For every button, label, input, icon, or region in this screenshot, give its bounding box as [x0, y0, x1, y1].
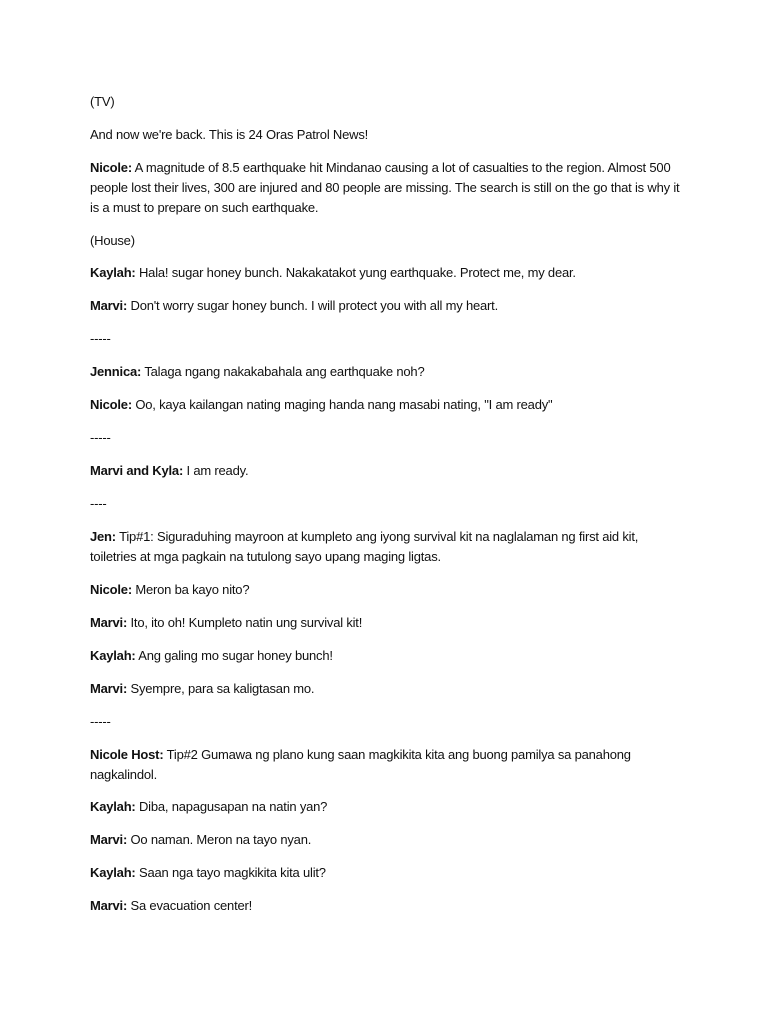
line-text: (House) [90, 233, 135, 248]
line-text: ---- [90, 496, 107, 511]
line-text: A magnitude of 8.5 earthquake hit Mindanao causing a lot of casualties to the region. Almost 500 people lost their lives, 300 are injured and 80 people are missing. The search is still on the go that is why it is a must to prepare on such earthquake. [90, 160, 680, 215]
speaker-name: Jen: [90, 529, 116, 544]
separator [90, 329, 690, 349]
dialogue-kaylah [90, 263, 690, 283]
dialogue-kaylah [90, 646, 690, 666]
dialogue-jennica [90, 362, 690, 382]
line-text: Tip#1: Siguraduhing mayroon at kumpleto ang iyong survival kit na naglalaman ng first aid kit, toiletries at mga pagkain na tutulong sayo upang maging ligtas. [90, 529, 639, 564]
line-text: ----- [90, 430, 111, 445]
line-text: Oo, kaya kailangan nating maging handa nang masabi nating, "I am ready" [131, 397, 553, 412]
speaker-name: Kaylah: [90, 265, 136, 280]
speaker-name: Marvi: [90, 681, 128, 696]
line-text: Syempre, para sa kaligtasan mo. [127, 681, 315, 696]
line-text: ----- [90, 331, 111, 346]
line-text: Talaga ngang nakakabahala ang earthquake noh? [141, 364, 425, 379]
dialogue-marvi [90, 679, 690, 699]
dialogue-marvi-and-kyla [90, 461, 690, 481]
speaker-name: Jennica: [90, 364, 142, 379]
dialogue-marvi [90, 896, 690, 916]
speaker-name: Marvi: [90, 832, 128, 847]
dialogue-nicole [90, 580, 690, 600]
speaker-name: Nicole Host: [90, 747, 164, 762]
speaker-name: Marvi: [90, 898, 128, 913]
separator [90, 712, 690, 732]
speaker-name: Marvi: [90, 615, 128, 630]
dialogue-nicole-host [90, 745, 686, 785]
speaker-name: Nicole: [90, 397, 132, 412]
dialogue-kaylah [90, 863, 690, 883]
dialogue-marvi [90, 613, 690, 633]
speaker-name: Marvi and Kyla: [90, 463, 184, 478]
speaker-name: Nicole: [90, 582, 132, 597]
line-text: Ito, ito oh! Kumpleto natin ung survival kit! [127, 615, 363, 630]
line-text: Saan nga tayo magkikita kita ulit? [135, 865, 326, 880]
dialogue-kaylah [90, 797, 690, 817]
speaker-name: Marvi: [90, 298, 128, 313]
line-text: Tip#2 Gumawa ng plano kung saan magkikita kita ang buong pamilya sa panahong nagkalindol. [90, 747, 631, 782]
line-text: I am ready. [183, 463, 249, 478]
dialogue-nicole [90, 395, 690, 415]
line-text: Diba, napagusapan na natin yan? [135, 799, 328, 814]
line-text: Ang galing mo sugar honey bunch! [135, 648, 333, 663]
speaker-name: Nicole: [90, 160, 132, 175]
speaker-name: Kaylah: [90, 865, 136, 880]
line-text: Sa evacuation center! [127, 898, 253, 913]
line-text: Meron ba kayo nito? [131, 582, 250, 597]
line-text: Don't worry sugar honey bunch. I will protect you with all my heart. [127, 298, 498, 313]
scene-heading-house [90, 231, 690, 251]
dialogue-marvi [90, 830, 690, 850]
intro-line [90, 125, 690, 145]
line-text: And now we're back. This is 24 Oras Patrol News! [90, 127, 369, 142]
speaker-name: Kaylah: [90, 648, 136, 663]
separator [90, 428, 690, 448]
separator [90, 494, 690, 514]
line-text: ----- [90, 714, 111, 729]
line-text: (TV) [90, 94, 115, 109]
dialogue-marvi [90, 296, 690, 316]
line-text: Oo naman. Meron na tayo nyan. [127, 832, 312, 847]
speaker-name: Kaylah: [90, 799, 136, 814]
scene-heading-tv [90, 92, 690, 112]
line-text: Hala! sugar honey bunch. Nakakatakot yung earthquake. Protect me, my dear. [135, 265, 576, 280]
dialogue-jen [90, 527, 686, 567]
dialogue-nicole [90, 158, 686, 218]
